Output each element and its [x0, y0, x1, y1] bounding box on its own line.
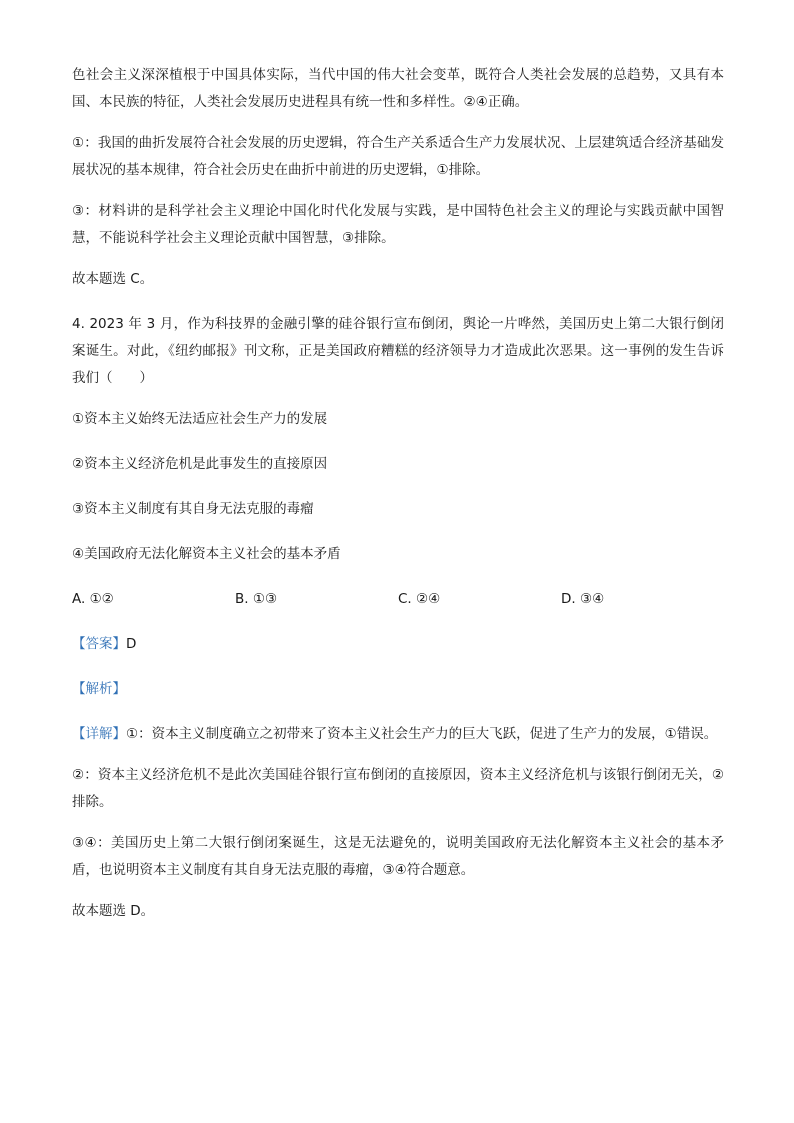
option-c: C. ②④: [398, 591, 441, 607]
analysis-conclusion: 故本题选 D。: [72, 903, 155, 919]
paragraph-conclusion-c: 故本题选 C。: [72, 271, 154, 287]
analysis-option34: ③④：美国历史上第二大银行倒闭案诞生，这是无法避免的，说明美国政府无法化解资本主义社会的基本矛盾，也说明资本主义制度有其自身无法克服的毒瘤，③④符合题意。: [72, 835, 724, 878]
answer-line: [72, 631, 724, 658]
answer-tag: 【答案】: [72, 636, 126, 652]
paragraph-continuation: 色社会主义深深植根于中国具体实际，当代中国的伟大社会变革，既符合人类社会发展的总趋势，又具有本国、本民族的特征，人类社会发展历史进程具有统一性和多样性。②④正确。: [72, 67, 724, 110]
analysis-detail: [72, 721, 724, 748]
question-stem: 4. 2023 年 3 月，作为科技界的金融引擎的硅谷银行宣布倒闭，舆论一片哗然，美国历史上第二大银行倒闭案诞生。对此，《纽约邮报》刊文称，正是美国政府糟糕的经济领导力才造成此次恶果。这一事例的发生告诉我们（ ）: [72, 316, 724, 386]
document-page: [72, 62, 724, 943]
statement-2: ②资本主义经济危机是此事发生的直接原因: [72, 456, 328, 472]
paragraph-option1-explanation: ①：我国的曲折发展符合社会发展的历史逻辑，符合生产关系适合生产力发展状况、上层建筑适合经济基础发展状况的基本规律，符合社会历史在曲折中前进的历史逻辑，①排除。: [72, 135, 724, 178]
paragraph-option3-explanation: ③：材料讲的是科学社会主义理论中国化时代化发展与实践，是中国特色社会主义的理论与实践贡献中国智慧，不能说科学社会主义理论贡献中国智慧，③排除。: [72, 203, 724, 246]
detail-tag: 【详解】: [72, 726, 126, 742]
option-b: B. ①③: [235, 591, 278, 607]
detail-text: ①：资本主义制度确立之初带来了资本主义社会生产力的巨大飞跃，促进了生产力的发展，①错误。: [126, 726, 718, 742]
option-a: A. ①②: [72, 591, 114, 607]
answer-value: D: [126, 636, 137, 652]
option-d: D. ③④: [561, 591, 605, 607]
statement-3: ③资本主义制度有其自身无法克服的毒瘤: [72, 501, 314, 517]
statement-1: ①资本主义始终无法适应社会生产力的发展: [72, 411, 328, 427]
analysis-option2: ②：资本主义经济危机不是此次美国硅谷银行宣布倒闭的直接原因，资本主义经济危机与该银行倒闭无关，②排除。: [72, 767, 724, 810]
analysis-heading: [72, 676, 724, 703]
answer-options: [72, 586, 724, 613]
analysis-tag: 【解析】: [72, 681, 126, 697]
statement-4: ④美国政府无法化解资本主义社会的基本矛盾: [72, 546, 341, 562]
